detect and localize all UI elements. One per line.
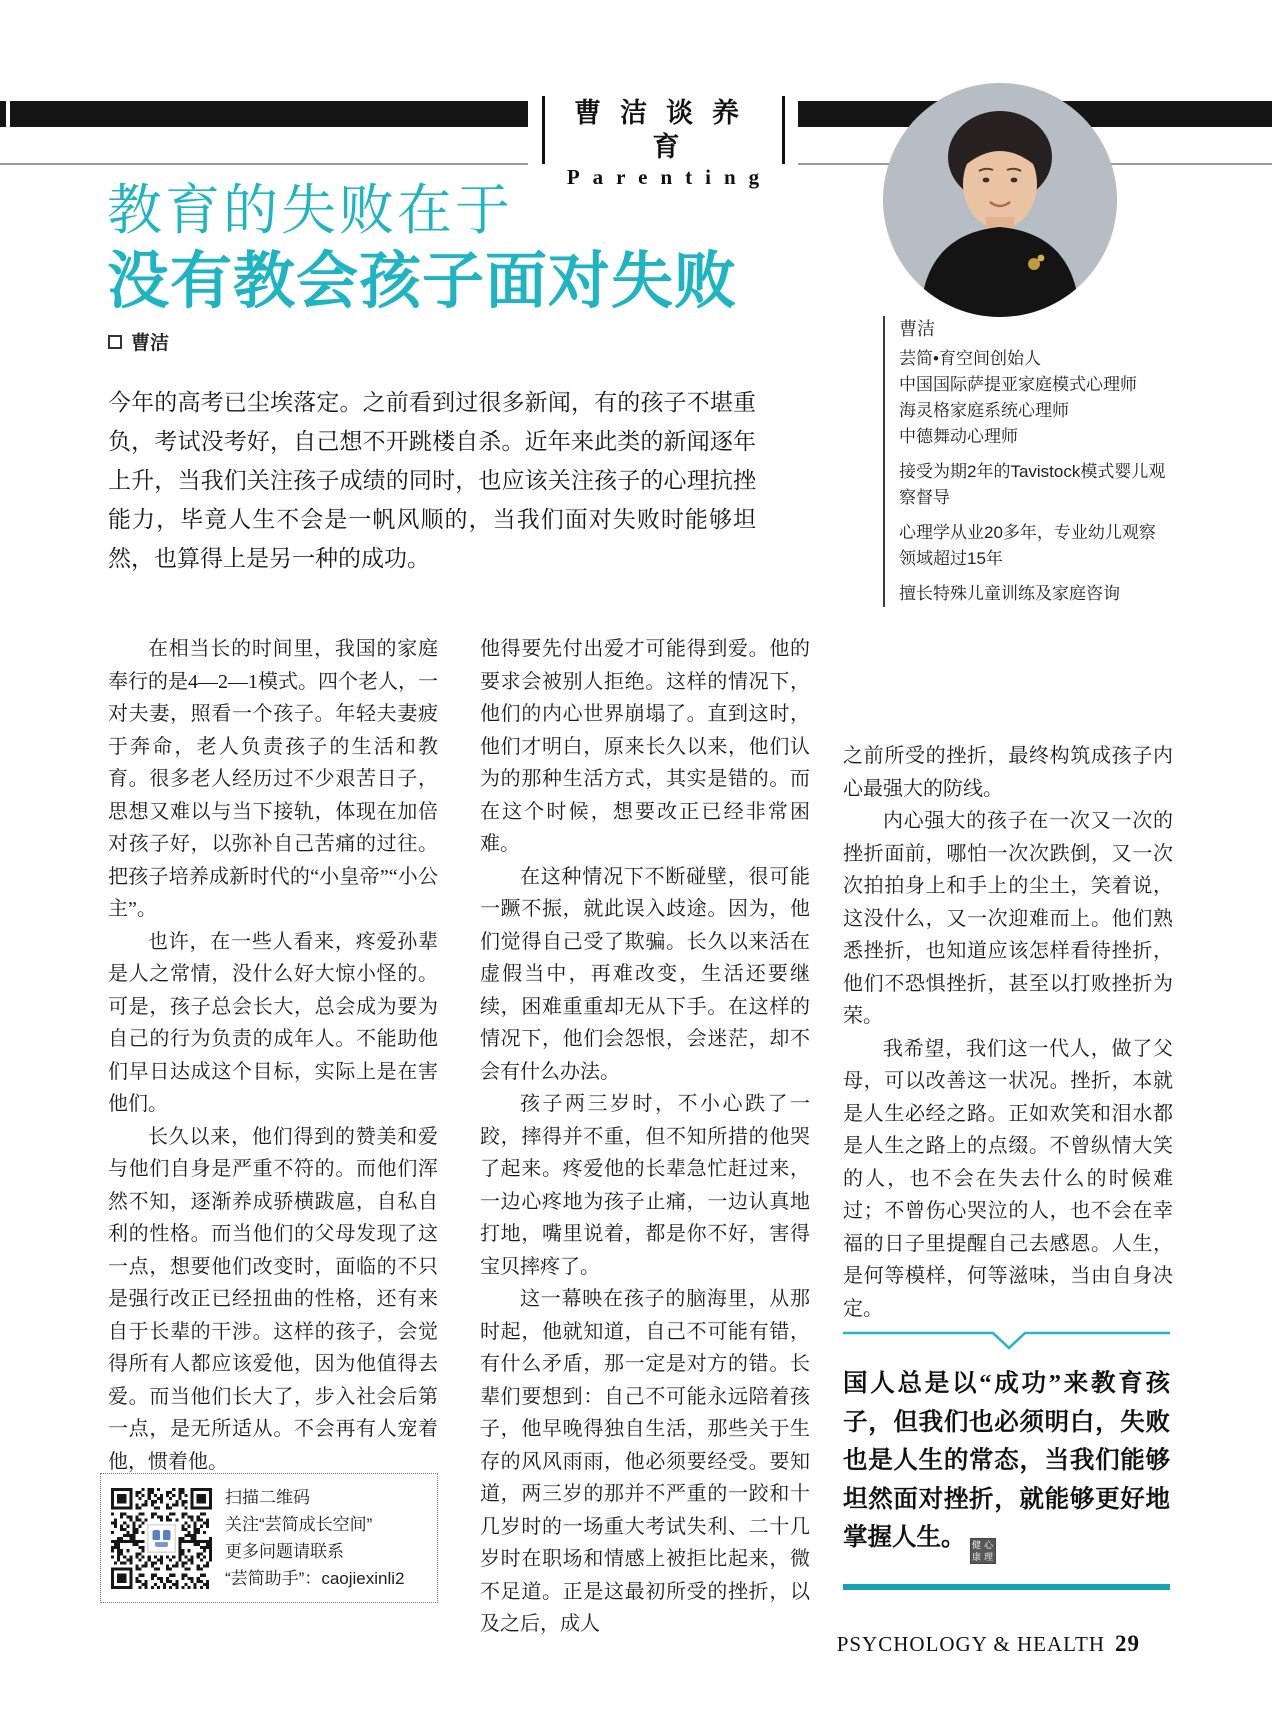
- bio-credential: 中国国际萨提亚家庭模式心理师: [899, 375, 1137, 394]
- article-title: [107, 176, 737, 318]
- bio-name: 曹洁: [899, 319, 935, 339]
- body-paragraph: 长久以来，他们得到的赞美和爱与他们自身是严重不符的。而他们浑然不知，逐渐养成骄横跋扈，自私自利的性格。而当他们的父母发现了这一点，想要他们改变时，面临的不只是强行改正已经扭曲的性格，还有来自于长辈的干涉。这样的孩子，会觉得所有人都应该爱他，因为他值得去爱。而当他们长大了，步入社会后第一点，是无所适从。不会再有人宠着他，惯着他。: [108, 1125, 438, 1473]
- qr-caption-line: 关注“芸简成长空间”: [225, 1515, 373, 1534]
- magazine-end-seal: 健 心 康 理: [970, 1538, 996, 1564]
- page-number: 29: [1115, 1631, 1140, 1656]
- section-header: [528, 96, 798, 190]
- qr-caption-line: 更多问题请联系: [225, 1542, 344, 1561]
- body-paragraph: 在相当长的时间里，我国的家庭奉行的是4—2—1模式。四个老人，一对夫妻，照看一个孩子。年轻夫妻疲于奔命，老人负责孩子的生活和教育。很多老人经历过不少艰苦日子，思想又难以与当下接轨，体现在加倍对孩子好，以弥补自己苦痛的过往。把孩子培养成新时代的“小皇帝”“小公主”。: [108, 638, 438, 920]
- pull-quote-text: 国人总是以“成功”来教育孩子，但我们也必须明白，失败也是人生的常态，当我们能够坦然面对挫折，就能够更好地掌握人生。 健 心 康 理: [843, 1370, 1170, 1562]
- wechat-qr-box: [100, 1473, 438, 1603]
- qr-caption-line: 扫描二维码: [225, 1488, 310, 1507]
- bio-credential: 中德舞动心理师: [899, 427, 1018, 446]
- body-paragraph: 内心强大的孩子在一次又一次的挫折面前，哪怕一次次跌倒，又一次次拍拍身上和手上的尘土，笑着说，这没什么，又一次迎难而上。他们熟悉挫折，也知道应该怎样看待挫折，他们不恐惧挫折，甚至以打败挫折为荣。: [843, 810, 1173, 1027]
- journal-name: PSYCHOLOGY & HEALTH: [836, 1632, 1105, 1656]
- bio-credential: 擅长特殊儿童训练及家庭咨询: [899, 584, 1120, 603]
- byline: [108, 328, 169, 355]
- pull-quote: [843, 1331, 1170, 1590]
- quote-top-rule-notch: [843, 1331, 1170, 1351]
- page-footer: [640, 1631, 1140, 1657]
- body-paragraph: 我希望，我们这一代人，做了父母，可以改善这一状况。挫折，本就是人生必经之路。正如欢笑和泪水都是人生之路上的点缀。不曾纵情大笑的人，也不会在失去什么的时候难过；不曾伤心哭泣的人，也不会在幸福的日子里提醒自己去感恩。人生，是何等模样，何等滋味，当由自身决定。: [843, 1037, 1173, 1320]
- author-photo: [883, 83, 1117, 317]
- author-portrait-illustration: [883, 83, 1117, 317]
- body-paragraph: 他得要先付出爱才可能得到爱。他的要求会被别人拒绝。这样的情况下，他们的内心世界崩塌了。直到这时，他们才明白，原来长久以来，他们认为的那种生活方式，其实是错的。而在这个时候，想要改正已经非常困难。: [480, 638, 810, 855]
- header-bleed-square: [0, 101, 6, 127]
- bio-credential: 接受为期2年的Tavistock模式婴儿观察督导: [899, 462, 1166, 507]
- body-paragraph: 这一幕映在孩子的脑海里，从那时起，他就知道，自己不可能有错，有什么矛盾，那一定是对方的错。长辈们要想到：自己不可能永远陪着孩子，他早晚得独自生活，那些关于生存的风风雨雨，他必须要经受。要知道，两三岁的那并不严重的一跤和十几岁时的一场重大考试失利、二十几岁时在职场和情感上被拒比起来，微不足道。正是这最初所受的挫折，以及之后，成人: [480, 1288, 810, 1635]
- bio-credential: 芸简•育空间创始人: [899, 349, 1041, 368]
- body-column-3: [843, 740, 1173, 1325]
- author-bio: [883, 316, 1171, 607]
- body-paragraph: 孩子两三岁时，不小心跌了一跤，摔得并不重，但不知所措的他哭了起来。疼爱他的长辈急忙赶过来，一边心疼地为孩子止痛，一边认真地打地，嘴里说着，都是你不好，害得宝贝摔疼了。: [480, 1093, 810, 1278]
- section-title-chinese: 曹洁谈养育: [542, 96, 785, 164]
- section-title-english: Parenting: [566, 165, 773, 189]
- article-title-line2: 没有教会孩子面对失败: [107, 248, 738, 316]
- body-paragraph: 之前所受的挫折，最终构筑成孩子内心最强大的防线。: [843, 745, 1173, 800]
- qr-caption: [225, 1484, 404, 1592]
- qr-caption-line: “芸简助手”：caojiexinli2: [225, 1569, 405, 1588]
- byline-square-icon: [108, 335, 122, 349]
- body-paragraph: 也许，在一些人看来，疼爱孙辈是人之常情，没什么好大惊小怪的。可是，孩子总会长大，总会成为要为自己的行为负责的成年人。不能助他们早日达成这个目标，实际上是在害他们。: [108, 930, 438, 1115]
- article-intro: 今年的高考已尘埃落定。之前看到过很多新闻，有的孩子不堪重负，考试没考好，自己想不开跳楼自杀。近年来此类的新闻逐年上升，当我们关注孩子成绩的同时，也应该关注孩子的心理抗挫能力，毕竟人生不会是一帆风顺的，当我们面对失败时能够坦然，也算得上是另一种的成功。: [108, 390, 756, 571]
- body-column-2: [480, 633, 810, 1641]
- bio-credential: 心理学从业20多年，专业幼儿观察领域超过15年: [899, 523, 1156, 568]
- bio-credential: 海灵格家庭系统心理师: [899, 401, 1069, 420]
- qr-code: [111, 1488, 212, 1589]
- body-paragraph: 在这种情况下不断碰壁，很可能一蹶不振，就此误入歧途。因为，他们觉得自己受了欺骗。长久以来活在虚假当中，再难改变，生活还要继续，困难重重却无从下手。在这样的情况下，他们会怨恨，会迷茫，却不会有什么办法。: [480, 865, 810, 1083]
- quote-bottom-rule: [843, 1584, 1170, 1590]
- article-title-line1: 教育的失败在于: [107, 180, 514, 241]
- body-column-1: [108, 633, 438, 1478]
- byline-author: 曹洁: [131, 333, 170, 354]
- header-black-bar-left: [10, 101, 528, 127]
